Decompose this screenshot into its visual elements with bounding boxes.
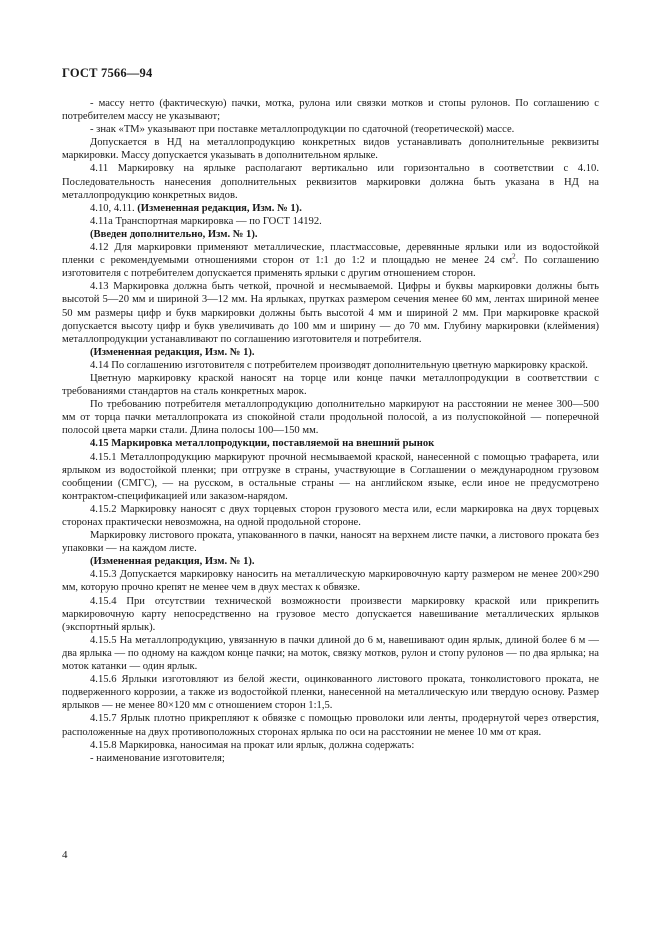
document-body: [62, 97, 599, 765]
text-paragraph: 4.15.1 Металлопродукцию маркируют прочной несмываемой краской, нанесенной с помощью трафарета, или ярлыком из водостойкой пленки; при отгрузке в страны, участвующие в Соглашении о международном грузовом сообщении (СМГС), — на русском, в остальные страны — на английском языке, если иное не предусмотрено контрактом-спецификацией или заказом-нарядом.: [62, 451, 599, 502]
bold-note-paragraph: (Измененная редакция, Изм. № 1).: [90, 346, 255, 358]
text-paragraph: Цветную маркировку краской наносят на торце или конце пачки металлопродукции в соответствии с требованиями стандартов на сталь конкретных марок.: [62, 372, 599, 398]
bold-note-paragraph: 4.15 Маркировка металлопродукции, поставляемой на внешний рынок: [90, 438, 435, 450]
clause-reference: 4.10, 4.11.: [90, 202, 138, 214]
bold-note-paragraph: (Измененная редакция, Изм. № 1).: [90, 556, 255, 568]
text-paragraph: 4.14 По соглашению изготовителя с потребителем производят дополнительную цветную маркировку краской.: [90, 359, 588, 371]
superscript: 2: [512, 252, 516, 261]
text-paragraph: 4.15.5 На металлопродукцию, увязанную в пачки длиной до 6 м, навешивают один ярлык, длиной более 6 м — два ярлыка — по одному на каждом конце пачки; на моток, связку мотков, рулон и стопу рулонов — по два ярлыка; на моток катанки — один ярлык.: [62, 634, 599, 673]
text-paragraph: 4.15.2 Маркировку наносят с двух торцевых сторон грузового места или, если маркировка на двух торцевых сторонах практически невозможна, на одной продольной стороне.: [62, 503, 599, 528]
text-paragraph: - массу нетто (фактическую) пачки, мотка, рулона или связки мотков и стопы рулонов. По соглашению с потребителем массу не указывают;: [62, 98, 599, 123]
paragraph-text-continued: . По соглашению изготовителя с потребителем допускается применять ярлыки с другим отношением сторон.: [62, 255, 599, 280]
text-paragraph: 4.15.3 Допускается маркировку наносить на металлическую маркировочную карту размером не менее 200×290 мм, которую прочно крепят не менее чем в двух местах к обвязке.: [62, 569, 599, 594]
text-paragraph: По требованию потребителя металлопродукцию дополнительно маркируют на расстоянии не менее 300—500 мм от торца пачки металлопроката из спокойной стали продольной полосой, а из полуспокойной — поперечной полосой цвета марки стали. Длина полосы 100—150 мм.: [62, 399, 599, 437]
document-header: ГОСТ 7566—94: [62, 66, 153, 80]
text-paragraph: [62, 241, 599, 280]
text-paragraph: [62, 202, 599, 215]
revision-note: (Измененная редакция, Изм. № 1).: [137, 202, 302, 214]
text-paragraph: Допускается в НД на металлопродукцию конкретных видов устанавливать дополнительные реквизиты маркировки. Массу допускается указывать в дополнительном ярлыке.: [62, 137, 599, 162]
text-paragraph: Маркировку листового проката, упакованного в пачки, наносят на верхнем листе пачки, а листового проката без упаковки — на каждом листе.: [62, 530, 599, 555]
paragraph-text: 4.12 Для маркировки применяют металлические, пластмассовые, деревянные ярлыки или из водостойкой пленки с рекомендуемыми отношениями сторон от 1:1 до 1:2 и площадью не менее 24 см: [62, 242, 599, 267]
bold-note-paragraph: (Введен дополнительно, Изм. № 1).: [90, 228, 258, 240]
text-paragraph: - знак «ТМ» указывают при поставке металлопродукции по сдаточной (теоретической) массе.: [90, 124, 515, 136]
text-paragraph: 4.11 Маркировку на ярлыке располагают вертикально или горизонтально в соответствии с 4.10. Последовательность нанесения дополнительных реквизитов маркировки должна быть указана в НД на металлопродукцию конкретных видов.: [62, 163, 599, 201]
text-paragraph: 4.15.4 При отсутствии технической возможности произвести маркировку краской или прикрепить маркировочную карту непосредственно на грузовое место допускается навешивание металлических ярлыков (экспортный ярлык).: [62, 595, 599, 633]
text-paragraph: 4.15.7 Ярлык плотно прикрепляют к обвязке с помощью проволоки или ленты, продернутой через отверстия, расположенные на двух противоположных сторонах ярлыка по оси на расстоянии не менее 10 мм от края.: [62, 713, 599, 738]
text-paragraph: 4.13 Маркировка должна быть четкой, прочной и несмываемой. Цифры и буквы маркировки должны быть высотой 5—20 мм и шириной 3—12 мм. На ярлыках, прутках размером сечения менее 60 мм, лентах шириной менее 50 мм размеры цифр и букв маркировки должны быть высотой 4 мм и шириной 2 мм. При маркировке краской допускается высоту цифр и букв увеличивать до 100 мм и ширину — до 70 мм. Глубину маркировки (клеймения) металлопродукции устанавливают по соглашению изготовителя и потребителя.: [62, 281, 599, 345]
text-paragraph: 4.15.6 Ярлыки изготовляют из белой жести, оцинкованного листового проката, тонколистового проката, не подверженного коррозии, а также из водостойкой пленки, нанесенной на металлическую или твердую основу. Размер ярлыков — не менее 80×120 мм с отношением сторон 1:1,5.: [62, 674, 599, 712]
text-paragraph: 4.11а Транспортная маркировка — по ГОСТ 14192.: [90, 215, 322, 227]
page-number: 4: [62, 849, 68, 861]
text-paragraph: - наименование изготовителя;: [90, 752, 225, 764]
text-paragraph: 4.15.8 Маркировка, наносимая на прокат или ярлык, должна содержать:: [90, 739, 415, 751]
